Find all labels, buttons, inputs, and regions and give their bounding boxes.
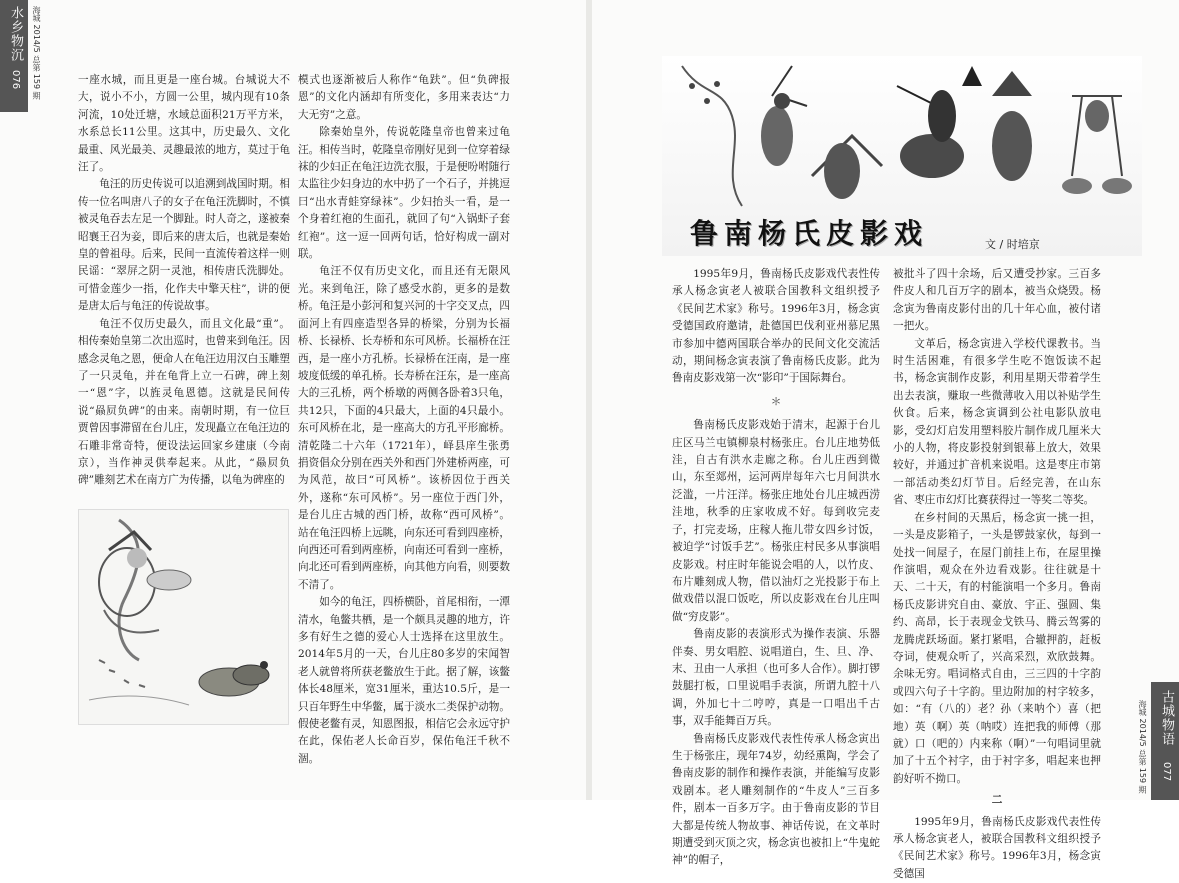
left-column-2: [298, 72, 510, 768]
right-column-2: [893, 266, 1101, 883]
page-number-left: 076: [10, 70, 21, 90]
paragraph: 鲁南皮影的表演形式为操作表演、乐器伴奏、男女唱腔、说唱道白，生、旦、净、末、丑由一人承担（也可多人合作）。脚打锣鼓腿打板，口里说唱手表演，所谓九腔十八调，外加七十二哼哼，真是一口唱出千古事，双手能舞百万兵。: [672, 628, 880, 728]
paragraph: 龟汪不仅历史最久，而且文化最“重”。相传秦始皇第二次出巡时，也曾来到龟汪。因感念灵龟之恩，便命人在龟汪边用汉白玉雕塑了一只灵龟，并在龟背上立一石碑，碑上刻一“恩”字，以旌灵龟恩德。这就是民间传说“赑屃负碑”的由来。南朝时期，有一位巨贾曾因事滞留在台儿庄，发现矗立在龟汪边的石雕非常奇特，便设法运回家乡建康（今南京），当作神灵供奉起来。从此，“赑屃负碑”雕刻艺术在南方广为传播，以龟为碑座的: [78, 317, 290, 487]
right-column-1: [672, 266, 880, 870]
paragraph: 鲁南杨氏皮影戏始于清末，起源于台儿庄区马兰屯镇柳泉村杨张庄。台儿庄地势低洼，自古有洪水走廊之称。台儿庄西到微山，东至郯州，运河两岸每年六七月间洪水泛滥，一片汪洋。杨张庄地处台儿庄城西涝洼地，秋季的庄家收成不好。每到收完麦子，打完麦场，庄稼人拖儿带女四乡讨饭，被迫学“讨饭手艺”。杨张庄村民多从事演唱皮影戏。村庄时年能说会唱的人，以竹皮、布片雕刻成人物，借以油灯之光投影于布上做戏借以混口饭吃，所以皮影戏在台儿庄叫做“穷皮影”。: [672, 419, 880, 623]
left-column-1: [78, 72, 290, 490]
paragraph: 龟汪的历史传说可以追溯到战国时期。相传一位名叫唐八子的女子在龟汪洗脚时，不慎被灵龟吞去左足一个脚趾。时人奇之，遂被秦昭襄王召为妾，即后来的唐太后，也就是秦始皇的曾祖母。后来，民间一直流传着这样一则民谣：“翠屏之阴一灵池，相传唐氏洗脚处。可惜金莲少一指，化作夫中擎天柱”，讲的便是唐太后与龟汪的传说故事。: [78, 178, 290, 313]
paragraph: 文革后，杨念寅进入学校代课教书。当时生活困难，有很多学生吃不饱饭读不起书，杨念寅制作皮影，利用星期天带着学生出去表演，赚取一些微薄收入用以补贴学生伙食。后来，杨念寅调到公社电影队放电影，受幻灯启发用塑料胶片制作成几厘米大小的人物，将皮影投射到银幕上放大，效果较好，并通过扩音机来说唱。这是枣庄市第一部活动类幻灯节目。后经完善，在山东省、枣庄市幻灯比赛获得过一等奖二等奖。: [893, 337, 1101, 507]
paragraph: 除秦始皇外，传说乾隆皇帝也曾来过龟汪。相传当时，乾隆皇帝刚好见到一位穿着绿袜的少妇正在龟汪边洗衣服，于是便吩咐随行太监往少妇身边的水中扔了一个石子，并挑逗曰“出水青蛙穿绿袜”。少妇抬头一看，是一个身着红袍的生面孔，就回了句“入锅虾子套红袍”。这一逗一回两句话，恰好构成一副对联。: [298, 126, 510, 261]
paragraph: 二: [991, 794, 1003, 807]
section-tab-label-right: 古城物语: [1159, 690, 1174, 746]
section-tab-right: [1151, 682, 1179, 800]
ink-painting-illustration: [78, 509, 289, 725]
paragraph: 被批斗了四十余场，后又遭受抄家。三百多件皮人和几百万字的剧本，被当众烧毁。杨念寅为鲁南皮影付出的几十年心血，被付诸一把火。: [893, 268, 1101, 333]
article-byline: 文 / 时培京: [985, 238, 1040, 251]
paragraph: 如今的龟汪，四桥横卧，首尾相衔，一潭清水，龟鳖共栖，是一个颇具灵趣的地方，许多有好生之德的爱心人士选择在这里放生。2014年5月的一天，台儿庄80多岁的宋闻智老人就曾将所获老鳖放生于此。据了解，该鳖体长48厘米，宽31厘米，重达10.5斤，是一只百年野生中华鳖，属于淡水二类保护动物。假使老鳖有灵，知恩图报，相信它会永远守护在此，保佑老人长命百岁，保佑龟汪千秋不涸。: [298, 596, 510, 765]
paragraph: 龟汪不仅有历史文化，而且还有无限风光。来到龟汪，除了感受水韵，更多的是数桥。龟汪是小彭河和复兴河的十字交叉点，四面河上有四座造型各异的桥梁，分别为长福桥、长禄桥、长寿桥和东可风桥。长福桥在汪西，是一座小方孔桥。长禄桥在汪南，是一座坡度低缓的单孔桥。长寿桥在汪东，是一座高大的三孔桥，两个桥墩的两侧各卧着3只龟，共12只，下面的4只最大，上面的4只最小。东可风桥在北，是一座高大的方孔平形廊桥。清乾隆二十六年（1721年），峄县庠生张勇捐资倡众分别在西关外和西门外建桥两座，可为风范，故曰“可风桥”。该桥因位于西关外，遂称“东可风桥”。另一座位于西门外，是台儿庄古城的西门桥，故称“西可风桥”。站在龟汪四桥上远眺，向东还可看到四座桥，向西还可看到两座桥，向南还可看到一座桥，向北还可看到两座桥，向其他方向看，则要数不清了。: [298, 265, 510, 591]
paragraph: ＊: [770, 395, 782, 408]
paragraph: 1995年9月，鲁南杨氏皮影戏代表性传承人杨念寅老人，被联合国教科文组织授予《民间艺术家》称号。1996年3月，杨念寅受德国: [893, 815, 1101, 880]
issue-label-right: 海城 2014/5 总第 159 期: [1138, 700, 1147, 794]
paragraph: 在乡村间的天黑后，杨念寅一挑一担，一头是皮影箱子，一头是锣鼓家伙，每到一处找一间屋子，在屋门前挂上布，在屋里操作演唱，观众在外边看戏影。往往就是十天、二十天，有的村能演唱一个多月。鲁南杨氏皮影讲究自由、豪放、宇正、强圆、集约、高昂，长于表现金戈铁马、腾云驾雾的龙腾虎跃场面。紧打紧唱，合辙押韵，赶板夺词，使观众听了，兴高采烈，欢欣鼓舞。余味无穷。唱词格式自由，三三四的十字韵或四六句子十字韵。里边附加的村字较多，如：“有（八的）老？孙（来呐个）喜（把地）英（啊）英（呐哎）连把我的师傅（那就）口（吧的）内来称（啊）”一句唱词里就加了十五个衬字，由于衬字多，唱起来也押韵好听不拗口。: [893, 511, 1101, 785]
section-tab-label: 水乡物沉: [8, 6, 23, 62]
paragraph: 鲁南杨氏皮影戏代表性传承人杨念寅出生于杨张庄，现年74岁，幼经熏陶，学会了鲁南皮影的制作和操作表演，并能编写皮影戏剧本。老人雕刻制作的“牛皮人”三百多件，剧本一百多万字。由于鲁南皮影的节目大都是传统人物故事、神话传说，在文革时期遭受到灭顶之灾，杨念寅也被扣上“牛鬼蛇神”的帽子，: [672, 732, 880, 867]
paragraph: 模式也逐渐被后人称作“龟趺”。但“负碑报恩”的文化内涵却有所变化，多用来表达“力大无穷”之意。: [298, 74, 510, 121]
paragraph: 一座水城，而且更是一座台城。台城说大不大，说小不小，方圆一公里，城内现有10条河流，10处迁塘，水域总面积21万平方米，水系总长11公里。这其中，历史最久、文化最重、风光最美、灵趣最浓的地方，莫过于龟汪了。: [78, 74, 290, 174]
article-title: 鲁南杨氏皮影戏: [690, 217, 929, 250]
page-number-right: 077: [1161, 762, 1172, 782]
paragraph: 1995年9月，鲁南杨氏皮影戏代表性传承人杨念寅老人被联合国教科文组织授予《民间艺术家》称号。1996年3月，杨念寅受德国政府邀请，赴德国巴伐利亚州慕尼黑市参加中德两国联合举办的民间文化交流活动，期间杨念寅表演了鲁南杨氏皮影。此为鲁南皮影戏第一次“影印”于国际舞台。: [672, 268, 880, 385]
issue-label-left: 海城 2014/5 总第 159 期: [32, 6, 41, 100]
section-tab-left: [0, 0, 28, 112]
